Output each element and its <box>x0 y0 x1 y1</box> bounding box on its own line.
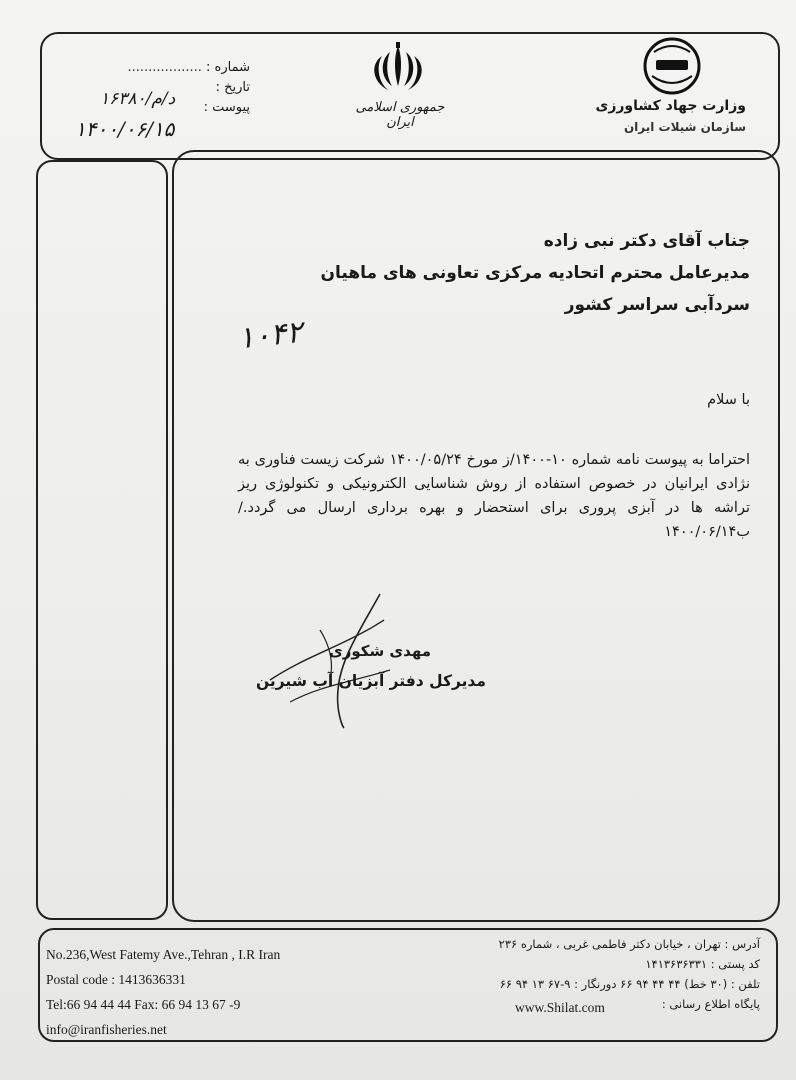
date-label: تاریخ : <box>215 80 250 95</box>
iran-emblem-icon <box>366 42 430 94</box>
footer-en-postal: Postal code : 1413636331 <box>46 972 186 987</box>
margin-column-frame <box>36 160 168 920</box>
signatory-name: مهدی شکوری <box>328 642 432 660</box>
handwritten-letter-date: ۱۴۰۰/۰۶/۱۵ <box>75 117 175 141</box>
salutation: با سلام <box>707 392 750 408</box>
footer-fa-phone: تلفن : (۳۰ خط) ۴۴ ۴۴ ۹۴ ۶۶ دورنگار : ۹-۶۷ ۱۳ ۹۴ ۶۶ <box>499 977 760 991</box>
handwritten-reference: ۱۰۴۲ <box>236 314 305 357</box>
footer-en-email[interactable]: info@iranfisheries.net <box>46 1022 167 1037</box>
ministry-logo-icon <box>640 34 704 98</box>
ministry-name: وزارت جهاد کشاورزی <box>595 98 746 114</box>
footer-website-link[interactable]: www.Shilat.com <box>515 1000 605 1015</box>
signature-scribble <box>260 590 410 730</box>
addressee-line-3: سردآبی سراسر کشور <box>564 295 750 315</box>
letter-meta <box>70 58 250 118</box>
footer-fa-address: آدرس : تهران ، خیابان دکتر فاطمی غربی ، شماره ۲۳۶ <box>498 937 760 951</box>
footer-en-address: No.236,West Fatemy Ave.,Tehran , I.R Iran <box>46 947 281 962</box>
addressee-line-1: جناب آقای دکتر نبی زاده <box>543 231 750 251</box>
number-label: شماره : <box>206 60 250 75</box>
footer-english <box>46 942 376 1042</box>
organization-name: سازمان شیلات ایران <box>623 120 746 134</box>
addressee-block <box>240 225 750 321</box>
republic-caption: جمهوری اسلامی ایران <box>355 100 445 130</box>
letter-body: احتراما به پیوست نامه شماره ۱۰-۱۴۰۰/ز مورخ ۱۴۰۰/۰۵/۲۴ شرکت زیست فناوری به نژادی ایرانیان در خصوص استفاده از روش شناسایی الکترونیکی و تکنولوژی ریز تراشه ها در آبزی پروری برای استحضار و بهره برداری ارسال می گردد./ب۱۴۰۰/۰۶/۱۴ <box>238 452 750 540</box>
footer-fa-postal: کد پستی : ۱۴۱۳۶۳۶۳۳۱ <box>645 957 760 971</box>
addressee-line-2: مدیرعامل محترم اتحادیه مرکزی تعاونی های ماهیان <box>320 263 750 283</box>
footer-en-tel: Tel:66 94 44 44 Fax: 66 94 13 67 -9 <box>46 997 241 1012</box>
handwritten-letter-number: ۱۶۳۸۰/د/م <box>100 89 176 109</box>
signatory-title: مدیرکل دفتر آبزیان آب شیرین <box>255 672 486 690</box>
footer-fa-website-label: پایگاه اطلاع رسانی : <box>661 997 760 1011</box>
attachment-label: پیوست : <box>203 100 250 115</box>
number-dots: .................. <box>127 60 202 75</box>
